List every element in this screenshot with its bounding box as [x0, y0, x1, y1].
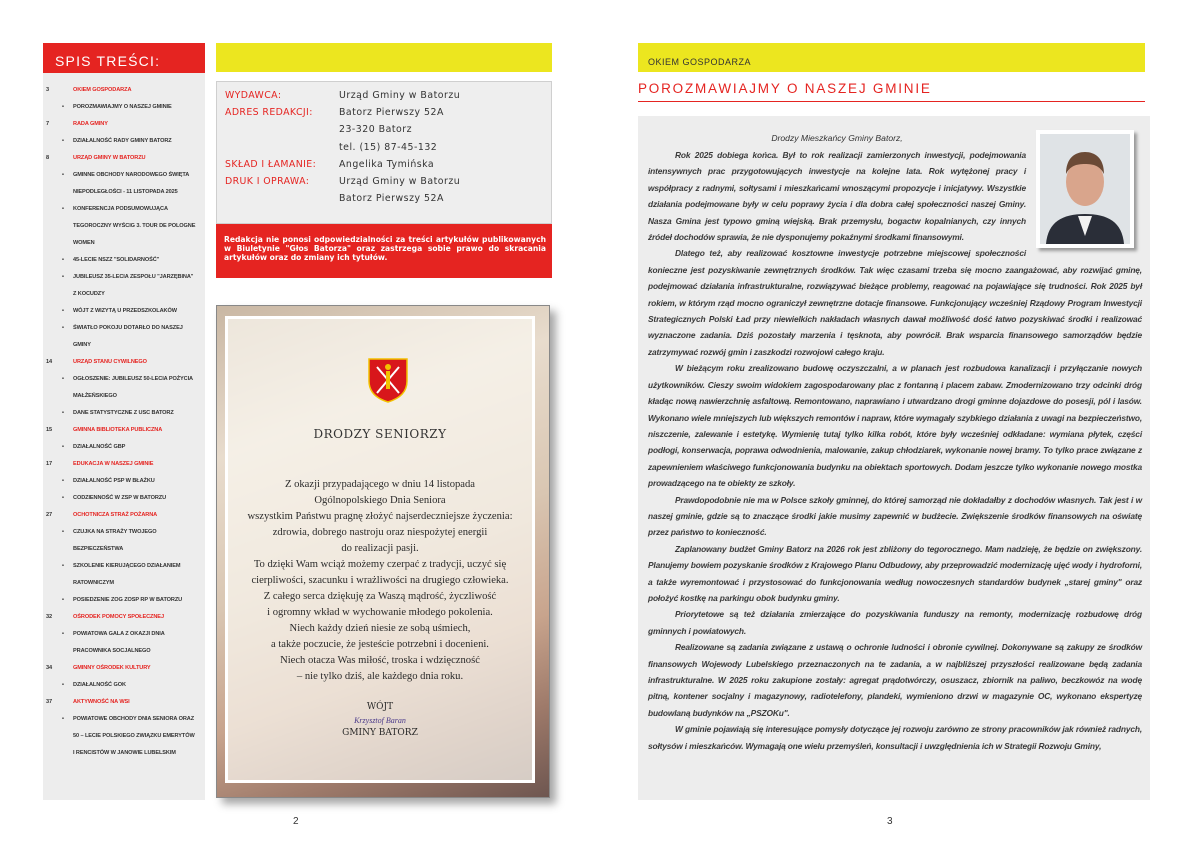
toc-page-number: 27 — [46, 511, 53, 518]
publisher-row — [225, 156, 543, 173]
toc-label: BEZPIECZEŃSTWA — [73, 545, 124, 552]
greeting: Drodzy Mieszkańcy Gminy Batorz, — [771, 133, 903, 143]
toc-label: EDUKACJA W NASZEJ GMINIE — [73, 460, 154, 467]
wish-line: To dzięki Wam wciąż możemy czerpać z tradycji, uczyć się — [253, 559, 507, 570]
article-paragraph: Priorytetowe są też działania zmierzające do pozyskiwania funduszy na remonty, modernizację rozbudowę dróg gminnych i powiatowych. — [648, 609, 1142, 636]
bullet-icon: • — [62, 409, 64, 416]
publisher-label: SKŁAD I ŁAMANIE: — [225, 158, 317, 170]
toc-item[interactable] — [43, 557, 205, 574]
toc-item[interactable] — [43, 744, 205, 761]
bullet-icon: • — [62, 103, 64, 110]
bullet-icon: • — [62, 528, 64, 535]
publisher-row — [225, 139, 543, 156]
disclaimer: Redakcja nie ponosi odpowiedzialności za treści artykułów publikowanych w Biuletynie "Głos Batorza" oraz zastrzega sobie prawo do skracania artykułów oraz do zmiany ich tytułów. — [216, 224, 552, 278]
wish-line: Ogólnopolskiego Dnia Seniora — [314, 495, 446, 506]
toc-item[interactable] — [43, 166, 205, 183]
article-paragraph: W bieżącym roku zrealizowano budowę oczyszczalni, a w planach jest rozbudowa kanalizacji i przyłączanie nowych użytkowników. Cieszy swoim widokiem zagospodarowany plac z fontanną i placem zabaw. Zmodernizowano trzy odcinki dróg kładąc nową nawierzchnię asfaltową. Remontowano, naprawiano i utwardzano drogi gminne dojazdowe do posesji, pól i lasów. Wykonano wiele mniejszych lub większych remontów i napraw, które wymagały szybkiego działania z uwagi na bezpieczeństwo, niszczenie, zalewanie i estetykę. Wymienię tutaj tylko kilka robót, które były wcześniej odkładane: wymiana płytek, części podłogi, konserwacja, poprawa odwodnienia, malowanie, zakup chłodziarek, wykonanie nowej bramy. To tylko prace związane z zapewnieniem właściwego funkcjonowania budynku na obiektach sportowych. Dodam jeszcze tylko wykonanie nowego mostka prowadzącego na te obiekty ze szkoły. — [648, 363, 1142, 489]
toc-label: RADA GMINY — [73, 120, 108, 127]
toc-label: RATOWNICZYM — [73, 579, 114, 586]
wish-line: cierpliwości, szacunku i wrażliwości na drugiego człowieka. — [251, 575, 509, 586]
toc-item[interactable] — [43, 336, 205, 353]
wish-line: Z całego serca dziękuję za Waszą mądrość, życzliwość — [263, 591, 497, 602]
wish-line: i ogromny wkład w wychowanie młodego pokolenia. — [267, 607, 493, 618]
toc-item[interactable] — [43, 540, 205, 557]
toc-label: PRACOWNIKA SOCJALNEGO — [73, 647, 151, 654]
toc-label: POSIEDZENIE ZOG ZOSP RP W BATORZU — [73, 596, 183, 603]
toc-section[interactable] — [43, 506, 205, 523]
toc-section[interactable] — [43, 81, 205, 98]
toc-label: CZUJKA NA STRAŻY TWOJEGO — [73, 528, 157, 535]
seniors-greeting-card — [216, 305, 550, 798]
toc-label: MAŁŻEŃSKIEGO — [73, 392, 117, 399]
publisher-row — [225, 121, 543, 138]
toc-item[interactable] — [43, 523, 205, 540]
toc-label: POROZMAWIAJMY O NASZEJ GMINIE — [73, 103, 172, 110]
toc-label: DANE STATYSTYCZNE Z USC BATORZ — [73, 409, 174, 416]
toc-label: GMINNA BIBLIOTEKA PUBLICZNA — [73, 426, 163, 433]
toc-item[interactable] — [43, 625, 205, 642]
toc-item[interactable] — [43, 710, 205, 727]
wish-line: Z okazji przypadającego w dniu 14 listopada — [284, 479, 476, 490]
toc-label: SZKOLENIE KIERUJĄCEGO DZIAŁANIEM — [73, 562, 181, 569]
toc-label: JUBILEUSZ 35-LECIA ZESPOŁU "JARZĘBINA" — [73, 273, 194, 280]
card-title: DRODZY SENIORZY — [313, 427, 447, 441]
wish-line: wszystkim Państwu pragnę złożyć najserdeczniejsze życzenia: — [247, 511, 513, 522]
wish-line: Niech otacza Was miłość, troska i wdzięczność — [280, 655, 480, 666]
article-paragraph: Realizowane są zadania związane z ustawą o ochronie ludności i obronie cywilnej. Dokonywane są zakupy ze środków finansowych Wojewody Lubelskiego przeznaczonych na te zadania, a w najbliższej przyszłości realizowane będą zadania infrastrukturalne. W 2025 roku zakupione zostały: agregat prądotwórczy, osuszacz, zbiornik na paliwo, beczkowóz na wodę pitną, kontener socjalny i magazynowy, radiotelefony, plandeki, wymieniono drzwi w magazynie OC, wykonano ekspertyzę budowlaną budynków na „PSZOKu". — [648, 642, 1142, 718]
card-signature-block — [228, 701, 532, 740]
toc-item[interactable] — [43, 268, 205, 285]
toc-item[interactable] — [43, 591, 205, 608]
toc-page-number: 37 — [46, 698, 53, 705]
card-wishes — [234, 477, 526, 685]
toc-label: ŚWIATŁO POKOJU DOTARŁO DO NASZEJ — [73, 324, 183, 331]
bullet-icon: • — [62, 596, 64, 603]
toc-label: WÓJT Z WIZYTĄ U PRZEDSZKOLAKÓW — [73, 307, 177, 314]
toc-label: OKIEM GOSPODARZA — [73, 86, 132, 93]
toc-label: Z KOCUDZY — [73, 290, 105, 297]
toc-item[interactable] — [43, 438, 205, 455]
bullet-icon: • — [62, 171, 64, 178]
article-paragraph: Zaplanowany budżet Gminy Batorz na 2026 rok jest zbliżony do tegorocznego. Mam nadzieję, że będzie on zwiększony. Planujemy bowiem pozyskanie środków z Krajowego Planu Odbudowy, aby przeprowadzić modernizację ujęć wody i hydroforni, a także wyremontować i przystosować do funkcjonowania według nowoczesnych standardów budynek „starej gminy" oraz położyć kostkę na parkingu obok budynku gminy. — [648, 543, 1142, 603]
toc-item[interactable] — [43, 472, 205, 489]
publisher-label: DRUK I OPRAWA: — [225, 176, 310, 188]
sign-office: GMINY BATORZ — [342, 728, 418, 738]
toc-item[interactable] — [43, 642, 205, 659]
toc-label: NIEPODLEGŁOŚCI - 11 LISTOPADA 2025 — [73, 188, 178, 195]
bullet-icon: • — [62, 273, 64, 280]
section-label: OKIEM GOSPODARZA — [638, 43, 1145, 72]
toc-label: URZĄD GMINY W BATORZU — [73, 154, 146, 161]
toc-item[interactable] — [43, 200, 205, 217]
toc-section[interactable] — [43, 149, 205, 166]
toc-label: GMINY — [73, 341, 91, 348]
publisher-label: WYDAWCA: — [225, 90, 282, 102]
toc-page-number: 7 — [46, 120, 50, 127]
toc-item[interactable] — [43, 98, 205, 115]
publisher-value: 23-320 Batorz — [339, 124, 413, 136]
publisher-value: Batorz Pierwszy 52A — [339, 107, 444, 119]
toc-item[interactable] — [43, 676, 205, 693]
article-body — [638, 116, 1150, 800]
bullet-icon: • — [62, 477, 64, 484]
toc-label: WOMEN — [73, 239, 95, 246]
portrait-image — [1036, 130, 1134, 248]
header-bar — [216, 43, 552, 72]
toc-section[interactable] — [43, 455, 205, 472]
bullet-icon: • — [62, 630, 64, 637]
publisher-value: Batorz Pierwszy 52A — [339, 193, 444, 205]
bullet-icon: • — [62, 681, 64, 688]
toc-item[interactable] — [43, 183, 205, 200]
toc-section[interactable] — [43, 608, 205, 625]
toc-label: AKTYWNOŚĆ NA WSI — [73, 698, 130, 705]
toc-section[interactable] — [43, 353, 205, 370]
toc-label: 45-LECIE NSZZ "SOLIDARNOŚĆ" — [73, 256, 160, 263]
toc-page-number: 15 — [46, 426, 53, 433]
article-paragraph: Rok 2025 dobiega końca. Był to rok realizacji zamierzonych inwestycji, podejmowania intensywnych prac przygotowujących inwestycje na kolejne lata. Rok wytężonej pracy i współpracy z radnymi, sołtysami i mieszkańcami wnoszącymi propozycje i inicjatywy. Wszystkie działania podejmowane były w celu poprawy życia i dla dobra całej społeczności naszej Gminy. Nasza Gmina jest typowo gminą wiejską. Brak przemysłu, bogactw kopalnianych, czy innych źródeł dochodów sprawia, że nie dysponujemy pokaźnymi środkami finansowymi. — [648, 150, 1026, 243]
toc-item[interactable] — [43, 489, 205, 506]
bullet-icon: • — [62, 443, 64, 450]
page-number-right: 3 — [887, 816, 893, 827]
toc-item[interactable] — [43, 404, 205, 421]
toc-label: DZIAŁALNOŚĆ GOK — [73, 681, 126, 688]
bullet-icon: • — [62, 562, 64, 569]
toc-page-number: 34 — [46, 664, 53, 671]
publisher-value: Angelika Tymińska — [339, 158, 435, 170]
toc-label: I RENCISTÓW W JANOWIE LUBELSKIM — [73, 749, 176, 756]
toc-label: KONFERENCJA PODSUMOWUJĄCA — [73, 205, 168, 212]
toc-label: 50 – LECIE POLSKIEGO ZWIĄZKU EMERYTÓW — [73, 732, 195, 739]
toc-item[interactable] — [43, 251, 205, 268]
sign-title: WÓJT — [366, 702, 394, 712]
toc-item[interactable] — [43, 217, 205, 234]
toc-item[interactable] — [43, 285, 205, 302]
table-of-contents — [43, 73, 205, 800]
toc-section[interactable] — [43, 421, 205, 438]
publisher-row — [225, 190, 543, 207]
bullet-icon: • — [62, 324, 64, 331]
wish-line: do realizacji pasji. — [341, 543, 419, 554]
toc-item[interactable] — [43, 387, 205, 404]
wish-line: – nie tylko dziś, ale każdego dnia roku. — [296, 671, 464, 682]
publisher-value: Urząd Gminy w Batorzu — [339, 90, 461, 102]
toc-label: CODZIENNOŚĆ W ZSP W BATORZU — [73, 494, 167, 501]
toc-label: POWIATOWE OBCHODY DNIA SENIORA ORAZ — [73, 715, 195, 722]
publisher-info — [216, 81, 552, 224]
toc-page-number: 32 — [46, 613, 53, 620]
bullet-icon: • — [62, 375, 64, 382]
article-paragraph: Prawdopodobnie nie ma w Polsce szkoły gminnej, do której samorząd nie dokładałby z dochodów własnych. Tak jest i w naszej gminie, gdzie są to znaczące środki jakie musimy zapewnić w budżecie. Zwiększenie środków finansowych na oświatę przez państwo to konieczność. — [648, 494, 1142, 538]
toc-label: URZĄD STANU CYWILNEGO — [73, 358, 147, 365]
article-paragraph: Dlatego też, aby realizować kosztowne inwestycje potrzebne miejscowej społeczności konieczne jest pozyskiwanie zewnętrznych środków. Tak więc czasami trzeba się mocno zaangażować, aby rozwijać gminę, podejmować działania infrastrukturalne, rozwiązywać bieżące problemy, reagować na pojawiające się trudności. Rok 2025 był rokiem, w którym rząd mocno ograniczył zewnętrzne dotacje finansowe. Funkcjonujący wcześniej Rządowy Program Inwestycji Strategicznych Polski Ład przy niewielkich nakładach własnych dawał możliwość dość łatwo pozyskiwać środki i realizować wyznaczone zadania. Dziś pozostały marzenia i tęsknota, aby powrócił. Brak wsparcia finansowego samorządów będzie zatrzymywać rozwój gmin i zaszkodzi rozwojowi całego kraju. — [648, 248, 1142, 357]
wish-line: a także poczucie, że jesteście potrzebni i docenieni. — [271, 639, 489, 650]
toc-item[interactable] — [43, 727, 205, 744]
toc-item[interactable] — [43, 370, 205, 387]
title-divider — [638, 101, 1145, 102]
bullet-icon: • — [62, 307, 64, 314]
toc-label: DZIAŁALNOŚĆ GBP — [73, 443, 126, 450]
toc-item[interactable] — [43, 132, 205, 149]
toc-page-number: 8 — [46, 154, 50, 161]
publisher-row — [225, 173, 543, 190]
toc-label: DZIAŁALNOŚĆ PSP W BŁAŻKU — [73, 477, 155, 484]
card-frame — [225, 316, 535, 783]
toc-label: OŚRODEK POMOCY SPOŁECZNEJ — [73, 613, 164, 620]
article-title: POROZMAWIAJMY O NASZEJ GMINIE — [638, 81, 932, 96]
toc-section[interactable] — [43, 115, 205, 132]
bullet-icon: • — [62, 137, 64, 144]
toc-label: POWIATOWA GALA Z OKAZJI DNIA — [73, 630, 165, 637]
toc-page-number: 3 — [46, 86, 50, 93]
toc-label: DZIAŁALNOŚĆ RADY GMINY BATORZ — [73, 137, 172, 144]
toc-label: TEGOROCZNY WYŚCIG 3. TOUR DE POLOGNE — [73, 222, 196, 229]
publisher-row — [225, 104, 543, 121]
page-number-left: 2 — [293, 816, 299, 827]
article-paragraph: W gminie pojawiają się interesujące pomysły dotyczące jej rozwoju zarówno ze strony pracowników jak również radnych, sołtysów i mieszkańców. Wymagają one wielu przemyśleń, konsultacji i uwzględnienia ich w Strategii Rozwoju Gminy, — [648, 724, 1142, 751]
wish-line: Niech każdy dzień niesie ze sobą uśmiech, — [289, 623, 471, 634]
toc-item[interactable] — [43, 302, 205, 319]
publisher-value: tel. (15) 87-45-132 — [339, 141, 438, 153]
toc-section[interactable] — [43, 659, 205, 676]
bullet-icon: • — [62, 205, 64, 212]
toc-label: GMINNY OŚRODEK KULTURY — [73, 664, 151, 671]
toc-section[interactable] — [43, 693, 205, 710]
publisher-row — [225, 87, 543, 104]
author-photo — [1036, 130, 1134, 248]
toc-title: SPIS TREŚCI: — [43, 43, 205, 73]
toc-item[interactable] — [43, 574, 205, 591]
toc-page-number: 17 — [46, 460, 53, 467]
bullet-icon: • — [62, 256, 64, 263]
toc-item[interactable] — [43, 234, 205, 251]
wish-line: zdrowia, dobrego nastroju oraz niespożytej energii — [272, 527, 488, 538]
toc-label: OGŁOSZENIE: JUBILEUSZ 50-LECIA POŻYCIA — [73, 375, 194, 382]
publisher-value: Urząd Gminy w Batorzu — [339, 176, 461, 188]
toc-item[interactable] — [43, 319, 205, 336]
coat-of-arms-icon — [367, 357, 409, 403]
toc-page-number: 14 — [46, 358, 53, 365]
bullet-icon: • — [62, 715, 64, 722]
bullet-icon: • — [62, 494, 64, 501]
publisher-label: ADRES REDAKCJI: — [225, 107, 313, 119]
toc-label: GMINNE OBCHODY NARODOWEGO ŚWIĘTA — [73, 171, 190, 178]
toc-label: OCHOTNICZA STRAŻ POŻARNA — [73, 511, 158, 518]
handwritten-signature: Krzysztof Baran — [354, 716, 406, 725]
